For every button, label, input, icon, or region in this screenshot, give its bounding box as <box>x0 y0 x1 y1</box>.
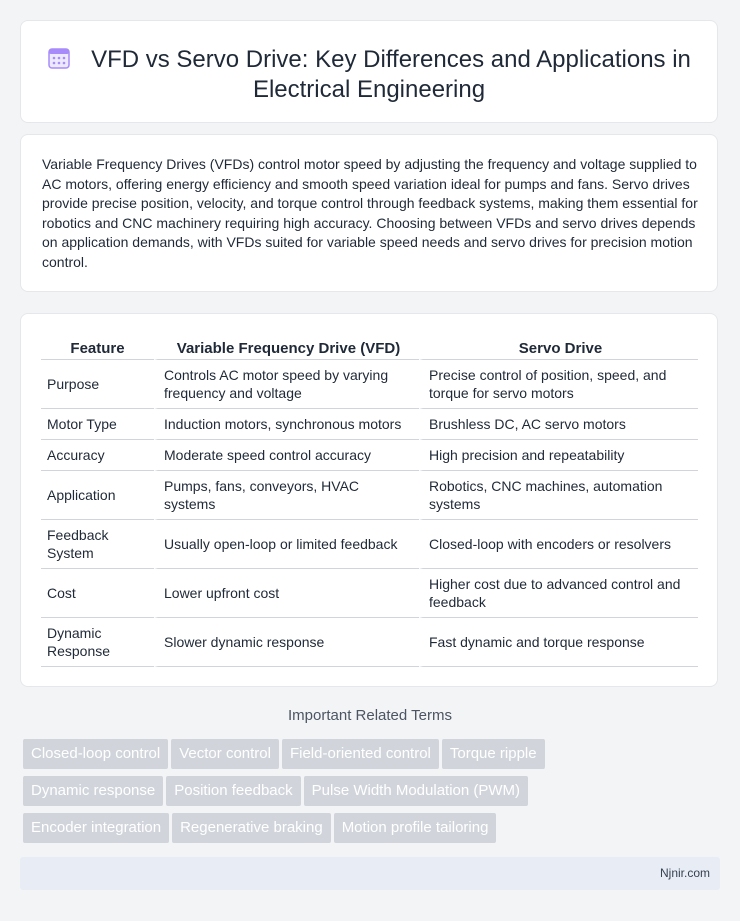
intro-card <box>20 134 718 292</box>
table-cell: Induction motors, synchronous motors <box>154 409 419 440</box>
table-cell: Higher cost due to advanced control and feedback <box>419 569 698 618</box>
comparison-card <box>20 313 718 687</box>
table-cell: Pumps, fans, conveyors, HVAC systems <box>154 471 419 520</box>
table-cell: Controls AC motor speed by varying frequency and voltage <box>154 360 419 409</box>
tag-row <box>23 739 723 776</box>
footer-site-link[interactable]: Njnir.com <box>659 866 710 880</box>
table-cell: Feedback System <box>41 520 154 569</box>
table-cell: Moderate speed control accuracy <box>154 440 419 471</box>
tag-pwm[interactable]: Pulse Width Modulation (PWM) <box>304 776 528 806</box>
table-cell: Lower upfront cost <box>154 569 419 618</box>
header-feature: Feature <box>41 334 154 360</box>
tag-position-feedback[interactable]: Position feedback <box>166 776 300 806</box>
table-cell: Accuracy <box>41 440 154 471</box>
table-cell: Cost <box>41 569 154 618</box>
table-cell: Brushless DC, AC servo motors <box>419 409 698 440</box>
tag-field-oriented-control[interactable]: Field-oriented control <box>282 739 439 769</box>
table-cell: Slower dynamic response <box>154 618 419 667</box>
table-cell: Purpose <box>41 360 154 409</box>
table-row <box>41 471 698 520</box>
table-header-row <box>41 334 698 360</box>
table-cell: Motor Type <box>41 409 154 440</box>
header-servo: Servo Drive <box>419 334 698 360</box>
related-terms-list <box>23 739 723 850</box>
table-cell: High precision and repeatability <box>419 440 698 471</box>
tag-encoder-integration[interactable]: Encoder integration <box>23 813 169 843</box>
tag-torque-ripple[interactable]: Torque ripple <box>442 739 545 769</box>
footer <box>20 857 720 890</box>
tag-row <box>23 813 723 850</box>
calendar-icon <box>47 46 71 70</box>
comparison-table <box>41 334 698 667</box>
tag-vector-control[interactable]: Vector control <box>171 739 279 769</box>
tag-row <box>23 776 723 813</box>
table-cell: Fast dynamic and torque response <box>419 618 698 667</box>
header-vfd: Variable Frequency Drive (VFD) <box>154 334 419 360</box>
tag-motion-profile-tailoring[interactable]: Motion profile tailoring <box>334 813 497 843</box>
table-cell: Closed-loop with encoders or resolvers <box>419 520 698 569</box>
table-row <box>41 409 698 440</box>
page-title: VFD vs Servo Drive: Key Differences and Applications in Electrical Engineering <box>91 46 691 103</box>
intro-paragraph: Variable Frequency Drives (VFDs) control motor speed by adjusting the frequency and voltage supplied to AC motors, offering energy efficiency and smooth speed variation ideal for pumps and fans. Servo drives provide precise position, velocity, and torque control through feedback systems, making them essential for robotics and CNC machinery requiring high accuracy. Choosing between VFDs and servo drives depends on application demands, with VFDs suited for variable speed needs and servo drives for precision motion control. <box>42 156 698 270</box>
table-row <box>41 618 698 667</box>
related-terms-heading: Important Related Terms <box>288 707 452 724</box>
tag-dynamic-response[interactable]: Dynamic response <box>23 776 163 806</box>
table-cell: Precise control of position, speed, and torque for servo motors <box>419 360 698 409</box>
table-cell: Application <box>41 471 154 520</box>
table-cell: Dynamic Response <box>41 618 154 667</box>
table-row <box>41 360 698 409</box>
table-row <box>41 440 698 471</box>
title-card <box>20 20 718 123</box>
page-title-block <box>21 45 717 105</box>
tag-closed-loop-control[interactable]: Closed-loop control <box>23 739 168 769</box>
tag-regenerative-braking[interactable]: Regenerative braking <box>172 813 331 843</box>
table-row <box>41 569 698 618</box>
table-row <box>41 520 698 569</box>
table-cell: Usually open-loop or limited feedback <box>154 520 419 569</box>
table-cell: Robotics, CNC machines, automation systems <box>419 471 698 520</box>
